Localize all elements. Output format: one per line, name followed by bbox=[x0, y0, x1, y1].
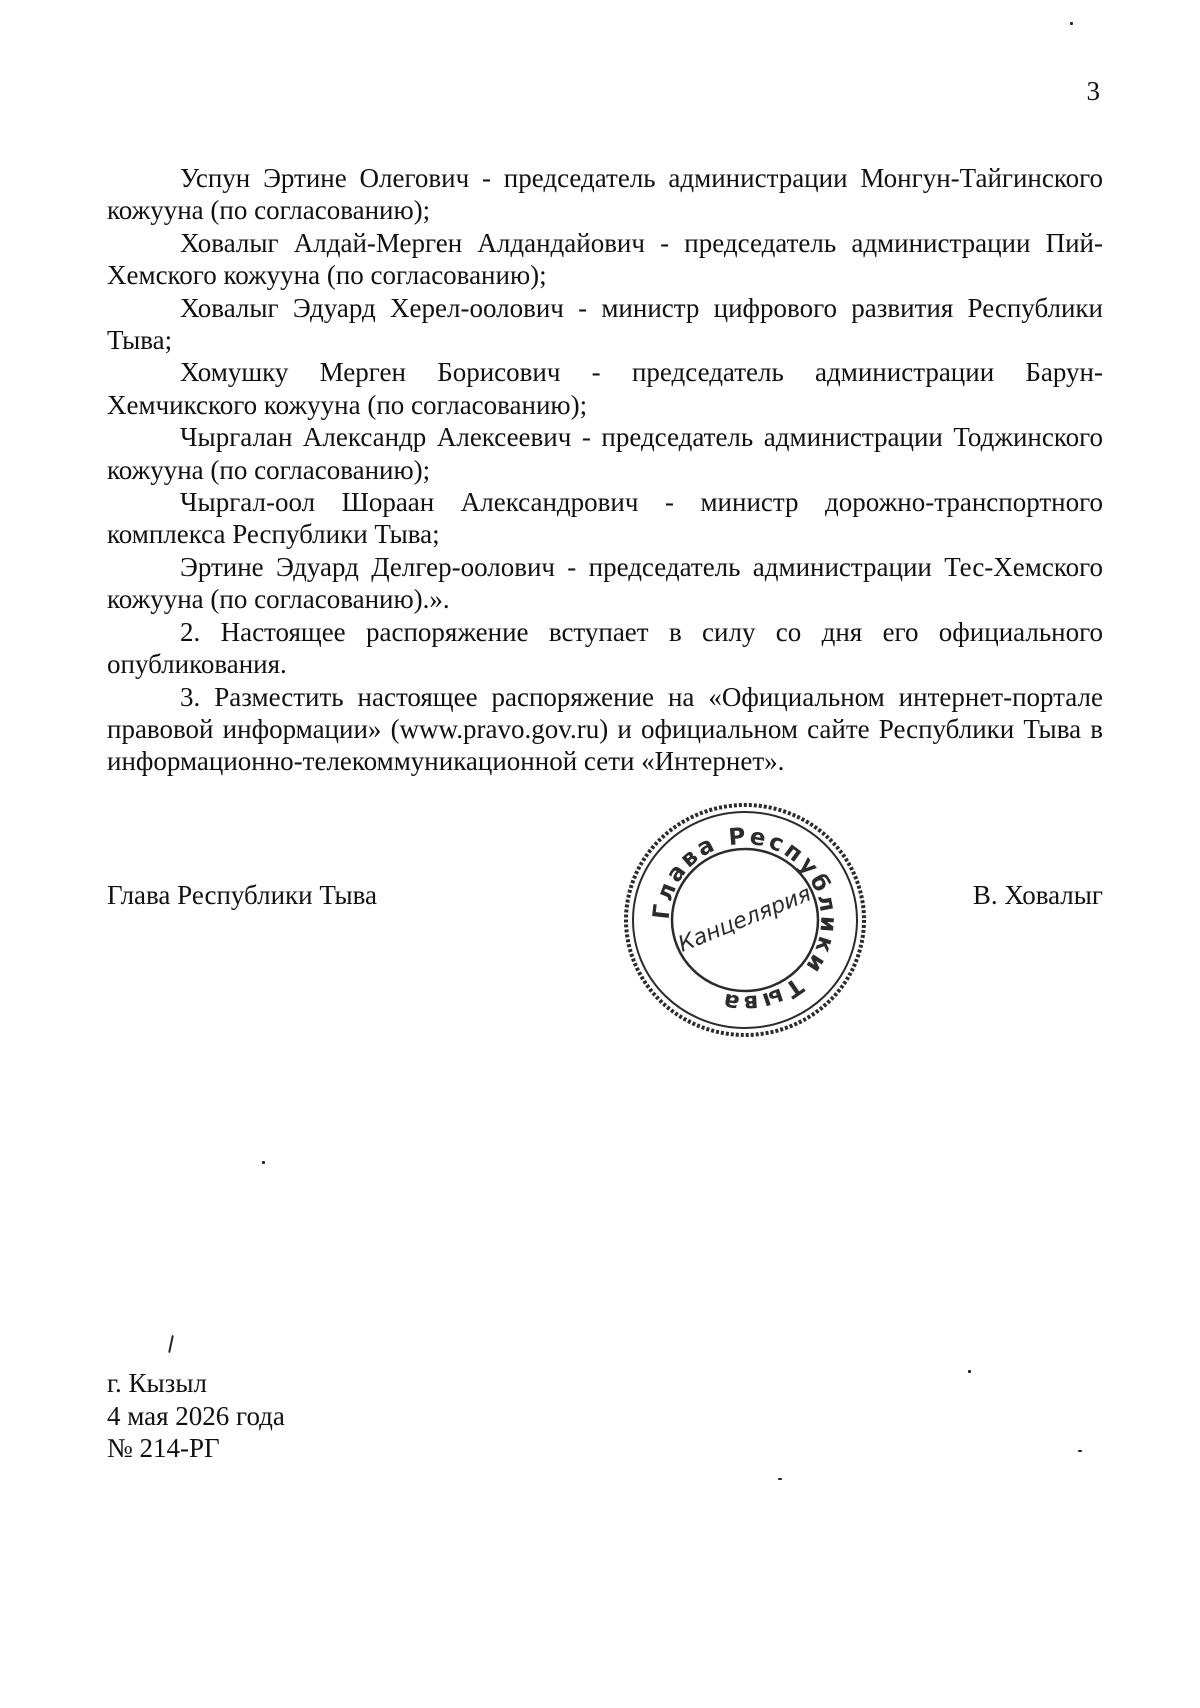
scan-speck bbox=[1070, 22, 1073, 25]
signer-name: В. Ховалыг bbox=[972, 880, 1103, 910]
paragraph: 3. Разместить настоящее распоряжение на «Официальном интернет-портале правовой информации» (www.pravo.gov.ru) и официальном сайте Республики Тыва в информационно-телекоммуникационной сети «Интернет». bbox=[107, 681, 1103, 777]
footer-city: г. Кызыл bbox=[107, 1368, 207, 1398]
document-body bbox=[107, 162, 1103, 778]
scan-speck bbox=[968, 1370, 971, 1373]
paragraph: Эртине Эдуард Делгер-оолович - председатель администрации Тес-Хемского кожууна (по согласованию).». bbox=[107, 551, 1103, 615]
paragraph: Хомушку Мерген Борисович - председатель администрации Барун-Хемчикского кожууна (по согласованию); bbox=[107, 357, 1103, 420]
footer-number: № 214-РГ bbox=[107, 1433, 220, 1464]
stamp-seal-icon bbox=[622, 800, 868, 1040]
scan-speck bbox=[778, 1478, 782, 1480]
scan-speck bbox=[262, 1161, 265, 1164]
footer-date: 4 мая 2026 года bbox=[107, 1400, 285, 1431]
document-footer bbox=[107, 1367, 285, 1465]
pen-mark bbox=[168, 1335, 174, 1353]
paragraph: 2. Настоящее распоряжение вступает в силу со дня его официального опубликования. bbox=[107, 616, 1103, 680]
paragraph: Ховалыг Эдуард Херел-оолович - министр цифрового развития Республики Тыва; bbox=[107, 292, 1103, 356]
page-number: 3 bbox=[1086, 76, 1100, 106]
paragraph: Чыргал-оол Шораан Александрович - министр дорожно-транспортного комплекса Республики Тыва; bbox=[107, 487, 1103, 550]
stamp-center-text: Канцелярия bbox=[674, 881, 815, 958]
paragraph: Ховалыг Алдай-Мерген Алдандайович - председатель администрации Пий-Хемского кожууна (по согласованию); bbox=[107, 227, 1103, 291]
paragraph: Успун Эртине Олегович - председатель администрации Монгун-Тайгинского кожууна (по согласованию); bbox=[107, 163, 1103, 226]
official-stamp bbox=[622, 800, 868, 1040]
scan-speck bbox=[1078, 1450, 1082, 1452]
stamp-ring-text: Глава Республики Тыва bbox=[648, 823, 842, 1017]
paragraph: Чыргалан Александр Алексеевич - председатель администрации Тоджинского кожууна (по согласованию); bbox=[107, 422, 1103, 485]
signer-title: Глава Республики Тыва bbox=[107, 880, 378, 910]
